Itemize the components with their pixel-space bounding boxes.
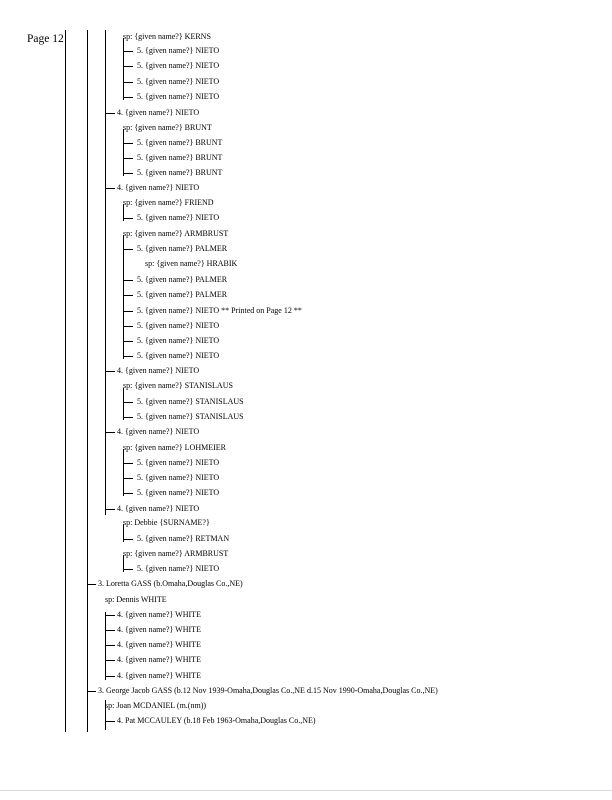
entry-text: sp: {given name?} BRUNT [123,123,212,132]
entry-text: 5. {given name?} STANISLAUS [137,412,244,421]
tree-connector [123,82,133,83]
tree-connector [123,569,133,570]
tree-guide-level-5 [123,388,124,420]
tree-guide-level-2 [65,30,66,732]
tree-guide-level-5 [123,129,124,176]
entry-text: 4. {given name?} NIETO [117,183,200,192]
tree-connector [123,51,133,52]
entry-text: 5. {given name?} BRUNT [137,153,223,162]
entry-text: 5. {given name?} NIETO ** Printed on Page 12 ** [137,306,302,315]
tree-connector [123,478,133,479]
tree-connector [123,356,133,357]
entry-text: sp: Joan MCDANIEL (m.(nm)) [105,701,207,710]
tree-guide-level-5 [123,449,124,496]
entry-text: 5. {given name?} NIETO [137,77,220,86]
entry-text: 4. {given name?} NIETO [117,108,200,117]
entry-text: sp: {given name?} KERNS [123,32,211,41]
tree-connector [123,173,133,174]
tree-connector [87,584,96,585]
entry-text: 5. {given name?} BRUNT [137,168,223,177]
entry-text: 5. {given name?} NIETO [137,351,220,360]
tree-connector [123,97,133,98]
tree-connector [123,463,133,464]
tree-guide-level-4 [105,30,106,515]
entry-text: 4. {given name?} WHITE [117,625,201,634]
entry-text: 5. {given name?} NIETO [137,336,220,345]
entry-text: sp: {given name?} ARMBRUST [123,549,229,558]
entry-text: 5. {given name?} NIETO [137,564,220,573]
tree-connector [123,539,133,540]
entry-text: 5. {given name?} NIETO [137,46,220,55]
tree-connector [105,660,115,661]
tree-connector [105,615,115,616]
tree-connector [123,326,133,327]
tree-connector [123,143,133,144]
entry-text: 5. {given name?} NIETO [137,473,220,482]
entry-text: sp: {given name?} ARMBRUST [123,229,229,238]
tree-connector [105,509,115,510]
entry-text: sp: {given name?} FRIEND [123,198,214,207]
tree-connector [105,721,115,722]
entry-text: 5. {given name?} NIETO [137,61,220,70]
entry-text: 5. {given name?} NIETO [137,92,220,101]
tree-connector [105,371,115,372]
tree-connector [123,341,133,342]
entry-text: 4. {given name?} NIETO [117,427,200,436]
entry-text: sp: Debbie {SURNAME?} [123,518,210,527]
entry-text: 5. {given name?} STANISLAUS [137,397,244,406]
tree-guide-level-4-white [105,612,106,680]
tree-connector [105,432,115,433]
tree-connector [123,295,133,296]
entry-text: 3. Loretta GASS (b.Omaha,Douglas Co.,NE) [98,579,243,588]
tree-connector [123,249,133,250]
page-bottom-rule [0,790,612,791]
tree-connector [123,311,133,312]
entry-text: 5. {given name?} PALMER [137,290,228,299]
entry-text: 4. {given name?} NIETO [117,504,200,513]
entry-text: 4. {given name?} WHITE [117,655,201,664]
entry-text: 5. {given name?} BRUNT [137,138,223,147]
tree-connector [123,218,133,219]
tree-connector [123,280,133,281]
entry-text: sp: {given name?} LOHMEIER [123,443,226,452]
tree-connector [123,493,133,494]
entry-text: 5. {given name?} NIETO [137,213,220,222]
tree-connector [105,113,115,114]
entry-text: sp: Dennis WHITE [105,595,167,604]
tree-connector [123,66,133,67]
tree-guide-level-3 [87,30,88,732]
tree-connector [105,645,115,646]
entry-text: 3. George Jacob GASS (b.12 Nov 1939-Omaha,Douglas Co.,NE d.15 Nov 1990-Omaha,Douglas Co.,NE) [98,686,438,695]
page-label: Page 12 [27,33,64,45]
tree-guide-level-5 [123,38,124,100]
tree-connector [123,158,133,159]
entry-text: sp: {given name?} STANISLAUS [123,381,233,390]
entry-text: 4. {given name?} WHITE [117,640,201,649]
tree-connector [123,417,133,418]
entry-text: 4. {given name?} NIETO [117,366,200,375]
entry-text: 5. {given name?} NIETO [137,321,220,330]
entry-text: 5. {given name?} PALMER [137,244,228,253]
entry-text: 5. {given name?} RETMAN [137,534,230,543]
entry-text: 5. {given name?} NIETO [137,458,220,467]
entry-text: 4. Pat MCCAULEY (b.18 Feb 1963-Omaha,Douglas Co.,NE) [117,716,316,725]
entry-text: 5. {given name?} NIETO [137,488,220,497]
entry-text: sp: {given name?} HRABIK [145,259,238,268]
tree-connector [105,676,115,677]
entry-text: 5. {given name?} PALMER [137,275,228,284]
tree-connector [123,402,133,403]
entry-text: 4. {given name?} WHITE [117,671,201,680]
tree-connector [105,630,115,631]
tree-connector [87,691,96,692]
tree-connector [105,188,115,189]
entry-text: 4. {given name?} WHITE [117,610,201,619]
